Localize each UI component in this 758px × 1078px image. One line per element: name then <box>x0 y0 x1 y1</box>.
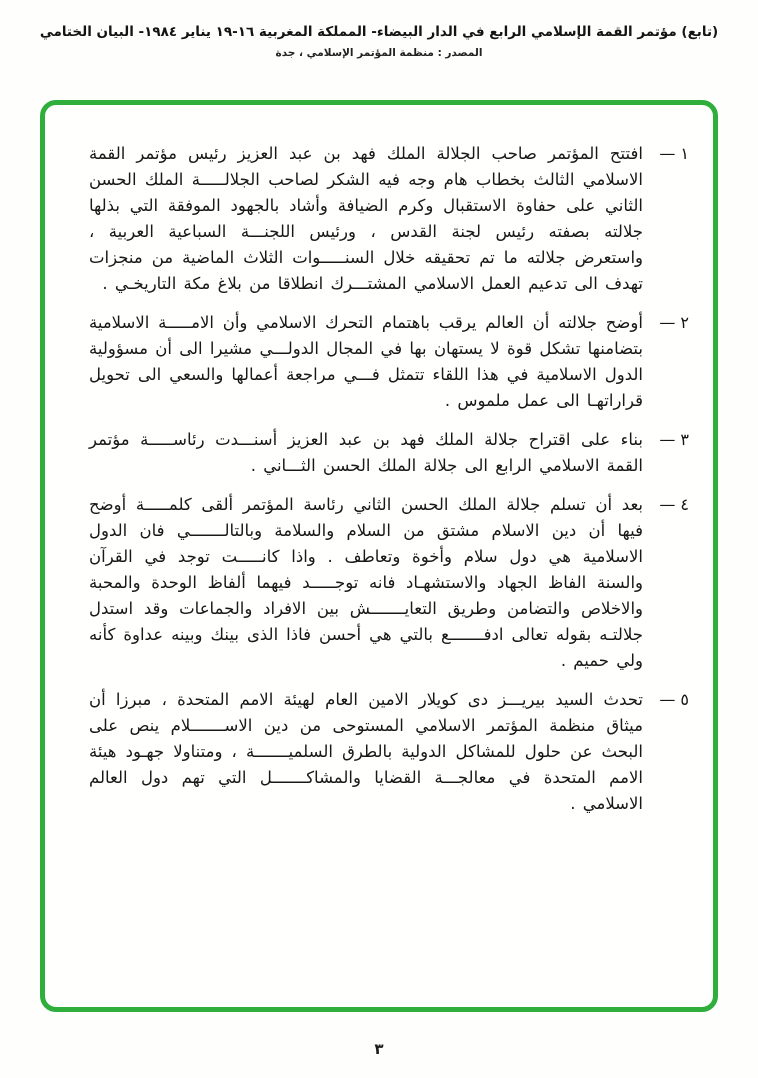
document-header <box>0 0 758 59</box>
paragraph-number: ١ — <box>659 144 689 163</box>
paragraph-text: أوضح جلالته أن العالم يرقب باهتمام التحرك الاسلامي وأن الامـــــة الاسلامية بتضامنها تشكل قوة لا يستهان بها في المجال الدولـــي مشيرا الى أن مسؤولية الدول الاسلامية في هذا اللقاء تتمثل فـــي مراجعة أعمالها والسعي الى تحويل قراراتهـا الى عمل ملموس . <box>89 313 643 410</box>
document-header-title: (تابع) مؤتمر القمة الإسلامي الرابع في الدار البيضاء- المملكة المغربية ١٦-١٩ يناير ١٩٨٤- البيان الختامي <box>39 24 719 40</box>
paragraph-number: ٤ — <box>659 495 689 514</box>
paragraph-item <box>89 141 689 297</box>
paragraph-number: ٥ — <box>659 690 689 709</box>
paragraph-item <box>89 687 689 817</box>
page-number: ٣ <box>374 1040 384 1058</box>
document-body <box>89 141 689 817</box>
paragraph-item <box>89 310 689 414</box>
paragraph-number: ٢ — <box>659 313 689 332</box>
paragraph-number: ٣ — <box>659 430 689 449</box>
paragraph-text: بعد أن تسلم جلالة الملك الحسن الثاني رئاسة المؤتمر ألقى كلمـــــة أوضح فيها أن دين الاسلام مشتق من السلام والسلامة وبالتالـــــــي فان الدول الاسلامية هي دول سلام وأخوة وتعاطف . واذا كانـــــت توجد في القرآن والسنة الفاظ الجهاد والاستشهـاد فانه توجـــــد فيهما ألفاظ الوحدة والمحبة والاخلاص والتضامن وطريق التعايـــــــش بين الافراد والجماعات وقد استدل جلالتـه بقوله تعالى ادفـــــــع بالتي هي أحسن فاذا الذى بينك وبينه عداوة كأنه ولي حميم . <box>89 495 643 670</box>
paragraph-text: بناء على اقتراح جلالة الملك فهد بن عبد العزيز أسنـــدت رئاســـــة مؤتمر القمة الاسلامي الرابع الى جلالة الملك الحسن الثـــاني . <box>89 430 643 475</box>
paragraph-item <box>89 427 689 479</box>
paragraph-item <box>89 492 689 674</box>
paragraph-text: تحدث السيد بيريـــز دى كويلار الامين العام لهيئة الامم المتحدة ، مبرزا أن ميثاق منظمة المؤتمر الاسلامي المستوحى من دين الاســـــــلام ينص على البحث عن حلول للمشاكل الدولية بالطرق السلميـــــــة ، ومتناولا جهـود هيئة الامم المتحدة في معالجـــة القضايا والمشاكـــــــل التي تهم دول العالم الاسلامي . <box>89 690 643 813</box>
paragraph-text: افتتح المؤتمر صاحب الجلالة الملك فهد بن عبد العزيز رئيس مؤتمر القمة الاسلامي الثالث بخطاب هام وجه فيه الشكر لصاحب الجلالـــــة الملك الحسن الثاني على حفاوة الاستقبال وكرم الضيافة وأشاد بالجهود الموفقة التي بذلها جلالته بصفته رئيس لجنة القدس ، ورئيس اللجنـــة السباعية العربية ، واستعرض جلالته ما تم تحقيقه خلال السنـــــوات الثلاث الماضية من منجزات تهدف الى تدعيم العمل الاسلامي المشتـــرك انطلاقا من بلاغ مكة التاريخـي . <box>89 144 643 293</box>
document-border-frame <box>40 100 718 1012</box>
document-source-line: المصدر : منظمة المؤتمر الإسلامي ، جدة <box>275 47 483 59</box>
